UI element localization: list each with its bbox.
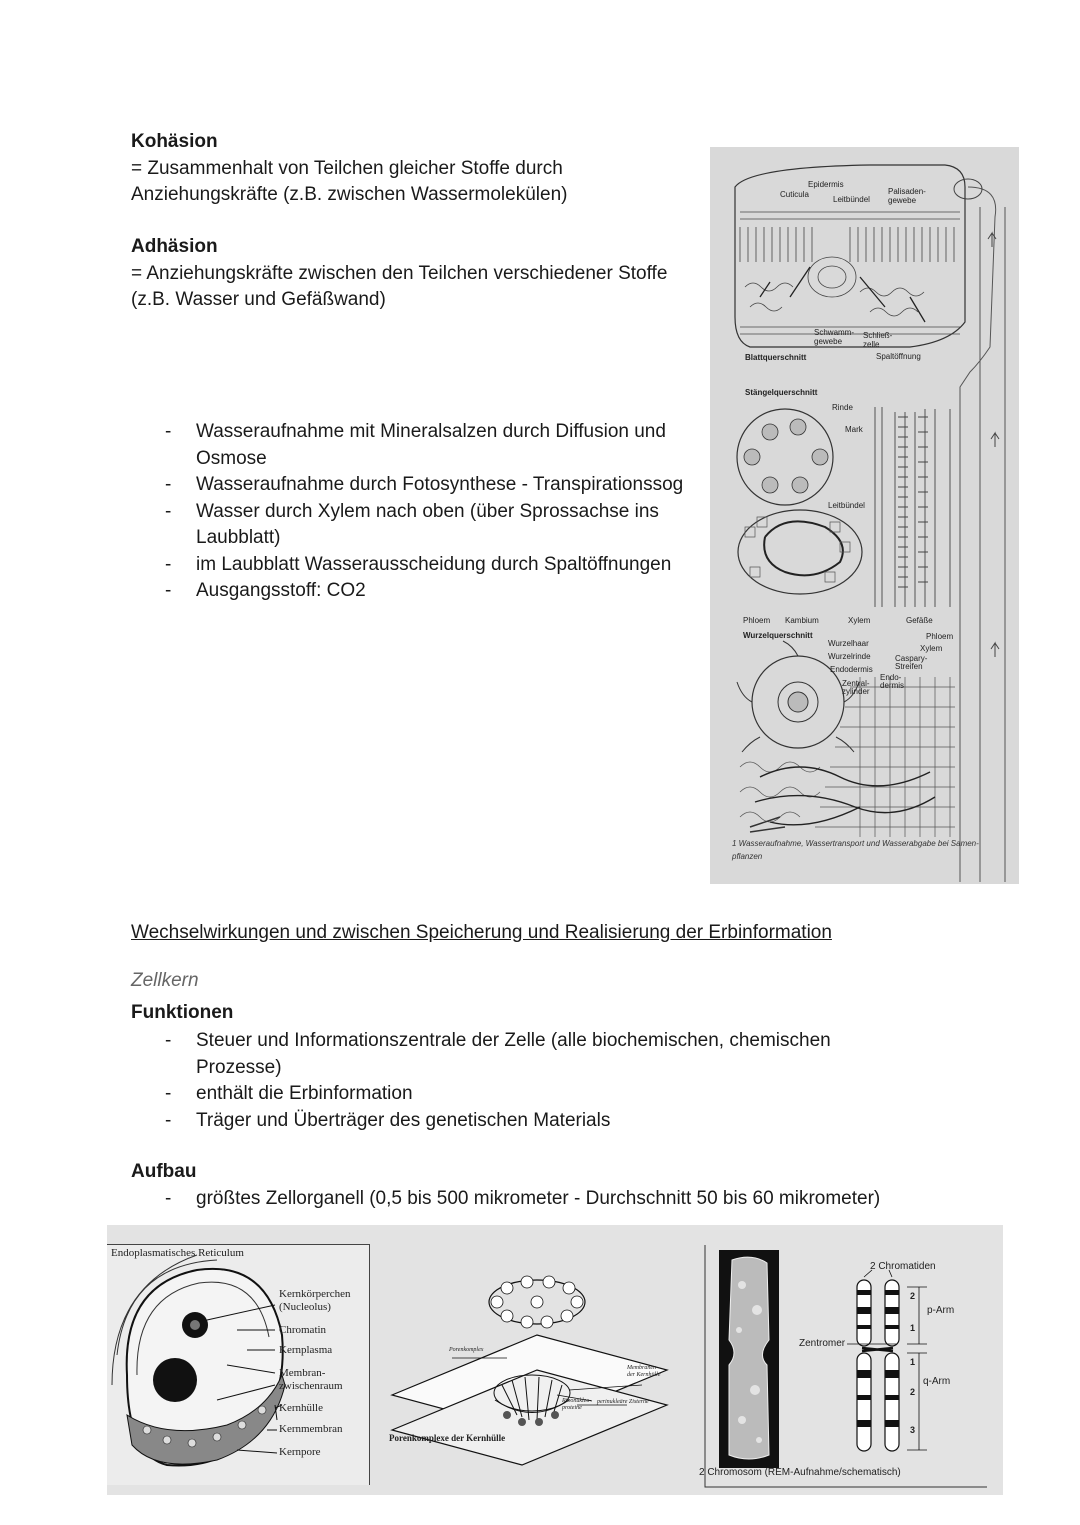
label-ribonukleo: Ribonukleo- <box>562 1398 592 1404</box>
label-cuticula: Cuticula <box>780 190 809 199</box>
section-title: Wechselwirkungen und zwischen Speicherung und Realisierung der Erbinformation <box>131 922 832 943</box>
label-band-p1: 1 <box>910 1323 916 1333</box>
funktionen-title: Funktionen <box>131 1002 234 1023</box>
label-schwamm: Schwamm- <box>814 328 855 337</box>
label-epidermis: Epidermis <box>808 180 844 189</box>
label-endodermis: Endodermis <box>830 665 873 674</box>
label-phloem: Phloem <box>743 616 771 625</box>
label-kernpore: Kernpore <box>279 1446 321 1458</box>
label-nucleolus: (Nucleolus) <box>279 1301 331 1313</box>
label-kernplasma: Kernplasma <box>279 1344 333 1356</box>
zellkern-subtitle: Zellkern <box>131 970 199 991</box>
label-schwamm-gewebe: gewebe <box>814 337 843 346</box>
label-proteine: proteine <box>562 1405 582 1411</box>
label-band-q3: 3 <box>910 1425 916 1435</box>
label-schliesszelle: Schließ- <box>863 331 893 340</box>
aufbau-title: Aufbau <box>131 1161 197 1182</box>
label-endo: Endo- <box>880 673 902 682</box>
list-item: - Ausgangsstoff: CO2 <box>131 578 731 605</box>
label-chromatiden: 2 Chromatiden <box>870 1261 936 1272</box>
label-palisaden: Palisaden- <box>888 187 926 196</box>
adhaesion-title: Adhäsion <box>131 236 218 257</box>
label-wurzelquerschnitt: Wurzelquerschnitt <box>743 631 813 640</box>
label-spaltoeffnung: Spaltöffnung <box>876 352 921 361</box>
label-kernmembran: Kernmembran <box>279 1423 343 1435</box>
chromosome-caption: 2 Chromosom (REM-Aufnahme/schematisch) <box>699 1467 901 1478</box>
list-item: - Träger und Überträger des genetischen Materials <box>131 1108 891 1135</box>
label-leitbuendel-stem: Leitbündel <box>828 501 865 510</box>
label-phloem-root: Phloem <box>926 632 954 641</box>
label-chromatin: Chromatin <box>279 1324 327 1336</box>
list-item: - Wasseraufnahme mit Mineralsalzen durch Diffusion und Osmose <box>131 419 731 472</box>
label-zwischenraum: zwischenraum <box>279 1380 343 1392</box>
label-zentromer: Zentromer <box>799 1338 846 1349</box>
label-q-arm: q-Arm <box>923 1376 951 1387</box>
label-caspary: Caspary- <box>895 654 928 663</box>
label-zentral: Zentral- <box>842 679 870 688</box>
nucleus-figure-title: Endoplasmatisches Reticulum <box>111 1247 244 1259</box>
nucleus-figure <box>107 1225 1003 1495</box>
label-xylem-root: Xylem <box>920 644 943 653</box>
list-item: - Wasser durch Xylem nach oben (über Sprossachse ins Laubblatt) <box>131 499 731 552</box>
plant-figure-caption-2: pflanzen <box>732 852 763 861</box>
list-item: - enthält die Erbinformation <box>131 1081 891 1108</box>
pore-caption: Porenkomplexe der Kernhülle <box>389 1433 506 1443</box>
label-band-q2: 2 <box>910 1387 916 1397</box>
label-palisaden-gewebe: gewebe <box>888 196 917 205</box>
kohaesion-definition: = Zusammenhalt von Teilchen gleicher Stoffe durch Anziehungskräfte (z.B. zwischen Wassermolekülen) <box>131 158 568 205</box>
label-mark: Mark <box>845 425 863 434</box>
label-porenkomplex: Porenkomplex <box>449 1347 484 1353</box>
label-kambium: Kambium <box>785 616 819 625</box>
label-kernkoerperchen: Kernkörperchen <box>279 1288 351 1300</box>
label-p-arm: p-Arm <box>927 1305 955 1316</box>
label-zylinder: zylinder <box>842 687 870 696</box>
adhaesion-definition: = Anziehungskräfte zwischen den Teilchen verschiedener Stoffe (z.B. Wasser und Gefäßwand) <box>131 263 668 310</box>
plant-figure-caption: 1 Wasseraufnahme, Wassertransport und Wasserabgabe bei Samen- <box>732 839 979 848</box>
label-staengelquerschnitt: Stängelquerschnitt <box>745 388 818 397</box>
list-item: - größtes Zellorganell (0,5 bis 500 mikrometer - Durchschnitt 50 bis 60 mikrometer) <box>131 1186 1011 1213</box>
label-membran: Membran- <box>279 1367 326 1379</box>
label-streifen: Streifen <box>895 662 923 671</box>
label-der-kernhuelle: der Kernhülle <box>627 1372 661 1378</box>
label-gefaesse: Gefäße <box>906 616 933 625</box>
aufbau-list <box>131 1186 1011 1213</box>
label-xylem: Xylem <box>848 616 871 625</box>
funktionen-list <box>131 1028 891 1134</box>
label-blattquerschnitt: Blattquerschnitt <box>745 353 807 362</box>
label-leitbuendel: Leitbündel <box>833 195 870 204</box>
label-wurzelrinde: Wurzelrinde <box>828 652 871 661</box>
nucleus-drawings <box>107 1225 1003 1495</box>
list-item: - Steuer und Informationszentrale der Zelle (alle biochemischen, chemischen Prozesse) <box>131 1028 891 1081</box>
label-zelle: zelle <box>863 340 880 349</box>
label-kernhuelle: Kernhülle <box>279 1402 323 1414</box>
label-dermis: dermis <box>880 681 905 690</box>
label-band-q1: 1 <box>910 1357 916 1367</box>
label-rinde: Rinde <box>832 403 853 412</box>
label-perinukleaere-zisterne: perinukleäre Zisterne <box>597 1399 649 1405</box>
list-item: - im Laubblatt Wasserausscheidung durch Spaltöffnungen <box>131 552 731 579</box>
plant-diagram-drawing <box>710 147 1019 884</box>
list-item: - Wasseraufnahme durch Fotosynthese - Transpirationssog <box>131 472 731 499</box>
label-band-p2: 2 <box>910 1291 916 1301</box>
label-wurzelhaar: Wurzelhaar <box>828 639 869 648</box>
plant-water-transport-figure <box>710 147 1019 884</box>
kohaesion-title: Kohäsion <box>131 131 218 152</box>
label-membranen: Membranen <box>627 1365 656 1371</box>
water-transport-list <box>131 419 731 605</box>
